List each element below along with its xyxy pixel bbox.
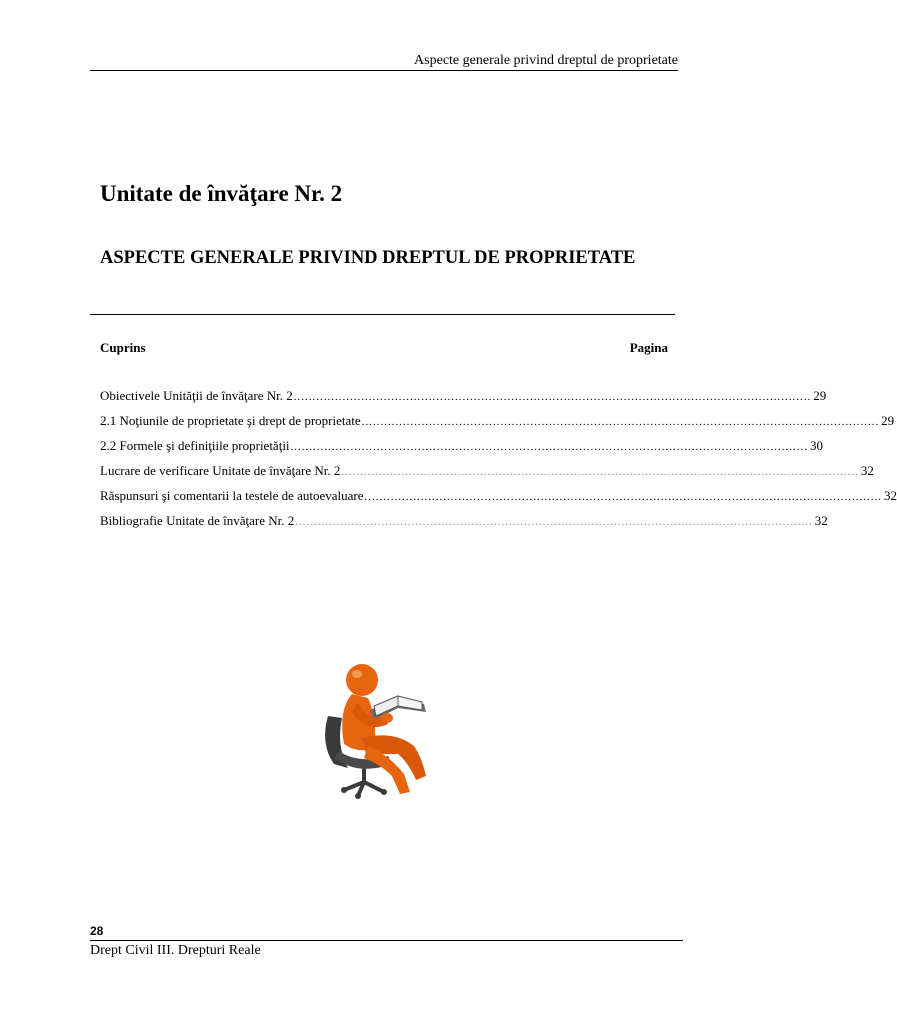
toc-entry-title: 2.2 Formele şi definiţiile proprietăţii xyxy=(100,438,290,453)
toc-entry-page: 32 xyxy=(814,513,828,528)
toc-leader: .......................................................................................................................................... xyxy=(290,441,809,453)
toc-entry-page: 32 xyxy=(884,488,897,503)
toc-header xyxy=(100,340,668,356)
toc-entry-title: Obiectivele Unităţii de învăţare Nr. 2 xyxy=(100,388,293,403)
toc-entry-title: Răspunsuri şi comentarii la testele de autoevaluare xyxy=(100,488,364,503)
toc-leader: .......................................................................................................................................... xyxy=(295,516,813,528)
toc-entry-page: 32 xyxy=(860,463,874,478)
reading-person-icon xyxy=(318,658,438,800)
toc-leader: .......................................................................................................................................... xyxy=(361,416,880,428)
toc-entry[interactable] xyxy=(100,488,897,513)
toc-leader: .......................................................................................................................................... xyxy=(364,491,883,503)
toc-entry-page: 30 xyxy=(810,438,824,453)
toc-entry[interactable] xyxy=(100,388,827,413)
toc-entry-title: 2.1 Noţiunile de proprietate şi drept de proprietate xyxy=(100,413,361,428)
footer-divider xyxy=(90,940,683,941)
table-of-contents xyxy=(100,388,897,538)
toc-leader: .......................................................................................................................................... xyxy=(293,391,812,403)
toc-entry-page: 29 xyxy=(881,413,895,428)
chapter-divider xyxy=(90,314,675,315)
toc-entry[interactable] xyxy=(100,513,828,538)
reading-person-illustration xyxy=(318,658,438,800)
toc-heading: Cuprins xyxy=(100,340,146,355)
page-number: 28 xyxy=(90,924,104,938)
toc-page-heading: Pagina xyxy=(629,340,668,355)
chapter-title: ASPECTE GENERALE PRIVIND DREPTUL DE PROPRIETATE xyxy=(100,248,636,268)
toc-leader: .......................................................................................................................................... xyxy=(341,466,859,478)
running-header: Aspecte generale privind dreptul de proprietate xyxy=(90,52,678,71)
toc-entry-page: 29 xyxy=(813,388,827,403)
footer-title: Drept Civil III. Drepturi Reale xyxy=(90,943,261,958)
unit-title: Unitate de învăţare Nr. 2 xyxy=(100,181,343,206)
toc-entry[interactable] xyxy=(100,413,895,438)
toc-entry[interactable] xyxy=(100,463,874,488)
toc-entry[interactable] xyxy=(100,438,824,463)
toc-entry-title: Bibliografie Unitate de învăţare Nr. 2 xyxy=(100,513,295,528)
toc-entry-title: Lucrare de verificare Unitate de învăţare Nr. 2 xyxy=(100,463,341,478)
